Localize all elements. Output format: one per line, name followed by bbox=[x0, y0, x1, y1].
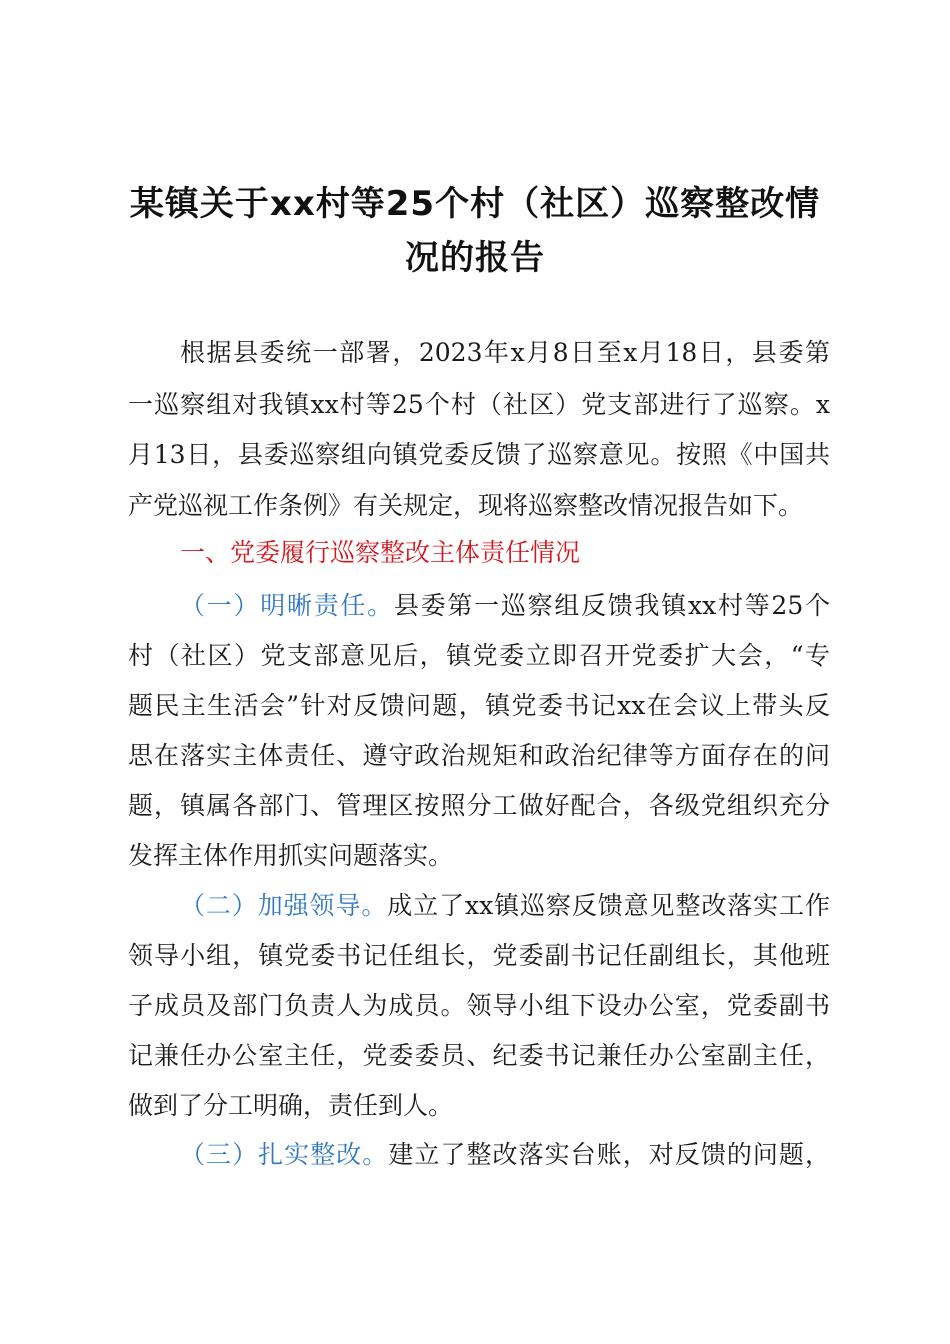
section2-line-4: 记兼任办公室主任，党委委员、纪委书记兼任办公室副主任， bbox=[128, 1041, 830, 1070]
section2-first-text: 成立了xx镇巡察反馈意见整改落实工作 bbox=[387, 891, 830, 920]
section3-subheading: （三）扎实整改。 bbox=[180, 1140, 389, 1169]
section3-first-text: 建立了整改落实台账，对反馈的问题， bbox=[388, 1140, 830, 1169]
section1-line-4: 思在落实主体责任、遵守政治规矩和政治纪律等方面存在的问 bbox=[128, 741, 830, 770]
section2-line-3: 子成员及部门负责人为成员。领导小组下设办公室，党委副书 bbox=[128, 991, 830, 1020]
report-title-line-2: 况的报告 bbox=[405, 238, 545, 278]
section3-line-1 bbox=[180, 1130, 830, 1180]
section2-line-1 bbox=[180, 881, 830, 931]
intro-line-3: 月13日，县委巡察组向镇党委反馈了巡察意见。按照《中国共 bbox=[128, 440, 830, 469]
section1-line-1 bbox=[180, 581, 830, 631]
section2-line-2: 领导小组，镇党委书记任组长，党委副书记任副组长，其他班 bbox=[128, 941, 830, 970]
section1-line-3: 题民主生活会”针对反馈问题，镇党委书记xx在会议上带头反 bbox=[128, 691, 830, 720]
report-title-line-1: 某镇关于xx村等25个村（社区）巡察整改情 bbox=[129, 184, 821, 224]
intro-line-1: 根据县委统一部署，2023年x月8日至x月18日，县委第 bbox=[180, 338, 830, 367]
section1-line-2: 村（社区）党支部意见后，镇党委立即召开党委扩大会，“专 bbox=[128, 641, 830, 670]
section2-subheading: （二）加强领导。 bbox=[180, 891, 388, 920]
section-heading-1: 一、党委履行巡察整改主体责任情况 bbox=[180, 538, 581, 567]
section1-subheading: （一）明晰责任。 bbox=[180, 591, 394, 620]
intro-line-2: 一巡察组对我镇xx村等25个村（社区）党支部进行了巡察。x bbox=[128, 390, 830, 419]
section1-first-text: 县委第一巡察组反馈我镇xx村等25个 bbox=[393, 591, 830, 620]
section1-line-6: 发挥主体作用抓实问题落实。 bbox=[128, 841, 454, 870]
intro-line-4: 产党巡视工作条例》有关规定，现将巡察整改情况报告如下。 bbox=[128, 491, 804, 520]
section1-line-5: 题，镇属各部门、管理区按照分工做好配合，各级党组织充分 bbox=[128, 791, 830, 820]
section2-line-5: 做到了分工明确，责任到人。 bbox=[128, 1091, 454, 1120]
